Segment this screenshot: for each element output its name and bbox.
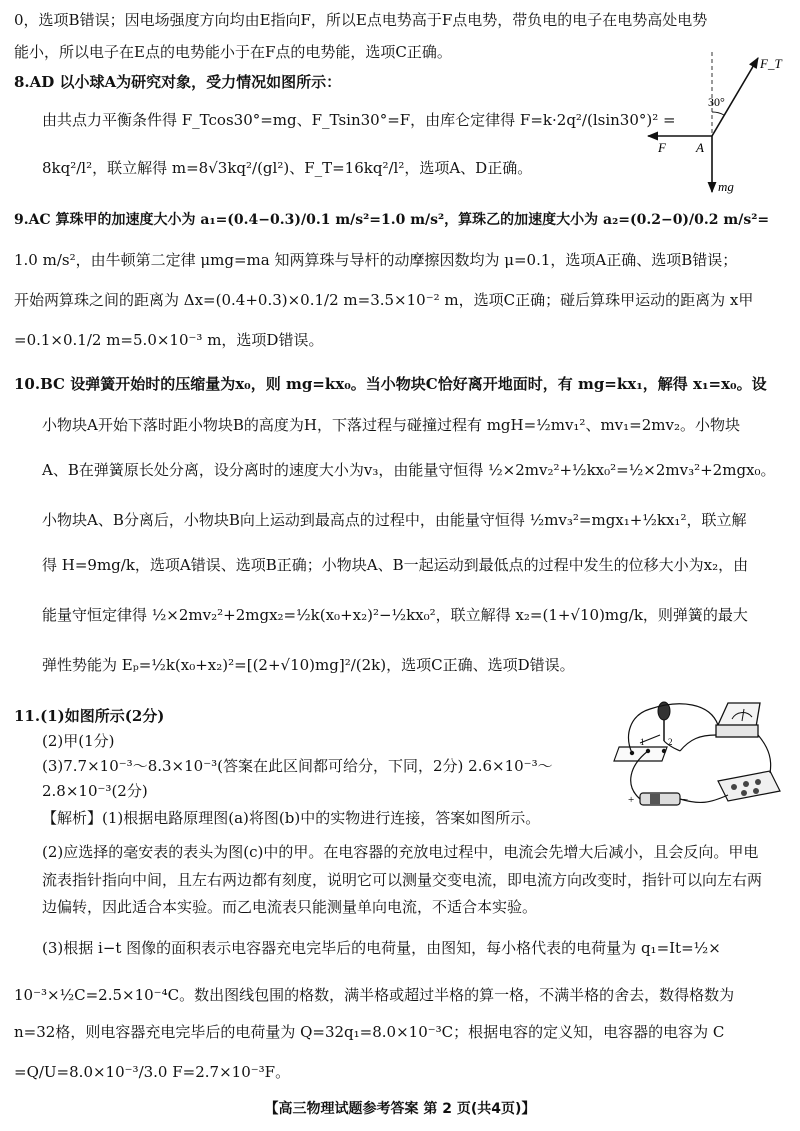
text-line: 边偏转，因此适合本实验。而乙电流表只能测量单向电流，不适合本实验。	[42, 898, 538, 916]
force-diagram	[640, 48, 785, 198]
answer-11-heading: 11.(1)如图所示(2分)	[14, 707, 165, 725]
milliammeter-icon	[716, 703, 760, 737]
text-line: 得 H=9mg/k，选项A错误、选项B正确；小物块A、B一起运动到最低点的过程中发生的位移大小为x₂，由	[42, 556, 749, 574]
text-line: 由共点力平衡条件得 F_Tcos30°=mg、F_Tsin30°=F，由库仑定律得 F=k·2q²/(lsin30°)² =	[42, 111, 676, 129]
gravity-label: mg	[718, 179, 734, 194]
text-line: 0，选项B错误；因电场强度方向均由E指向F，所以E点电势高于F点电势，带负电的电子在电势高处电势	[14, 11, 708, 29]
text-line: 2.8×10⁻³(2分)	[42, 782, 148, 800]
text-line: 能量守恒定律得 ½×2mv₂²+2mgx₂=½k(x₀+x₂)²−½kx₀²，联立解得 x₂=(1+√10)mg/k，则弹簧的最大	[42, 606, 748, 624]
text-line: (2)甲(1分)	[42, 732, 115, 750]
analysis-heading: 【解析】(1)根据电路原理图(a)将图(b)中的实物进行连接，答案如图所示。	[42, 809, 541, 827]
text-line: (3)根据 i−t 图像的面积表示电容器充电完毕后的电荷量，由图知，每小格代表的电荷量为 q₁=It=½×	[42, 939, 721, 957]
tension-label: F_T	[760, 56, 782, 71]
page-footer: 【高三物理试题参考答案 第 2 页(共4页)】	[264, 1101, 536, 1117]
svg-text:+: +	[628, 794, 635, 806]
svg-text:2: 2	[668, 737, 673, 747]
text-line: 流表指针指向中间，且左右两边都有刻度，说明它可以测量交变电流，即电流方向改变时，指针可以向左右两	[42, 871, 763, 889]
text-line: 开始两算珠之间的距离为 Δx=(0.4+0.3)×0.1/2 m=3.5×10⁻² m，选项C正确；碰后算珠甲运动的距离为 x甲	[14, 291, 754, 309]
text-line: 弹性势能为 Eₚ=½k(x₀+x₂)²=[(2+√10)mg]²/(2k)，选项C正确、选项D错误。	[42, 656, 575, 674]
point-a-label: A	[696, 140, 704, 155]
text-line: 1.0 m/s²，由牛顿第二定律 μmg=ma 知两算珠与导杆的动摩擦因数均为 μ=0.1，选项A正确、选项B错误；	[14, 251, 738, 269]
text-line: A、B在弹簧原长处分离，设分离时的速度大小为v₃，由能量守恒得 ½×2mv₂²+½kx₀²=½×2mv₃²+2mgx₀。	[42, 461, 776, 479]
text-line: =0.1×0.1/2 m=5.0×10⁻³ m，选项D错误。	[14, 331, 324, 349]
svg-text:−: −	[682, 794, 689, 806]
coulomb-force-label: F	[658, 140, 666, 155]
text-line: 10⁻³×½C=2.5×10⁻⁴C。数出图线包围的格数，满半格或超过半格的算一格，不满半格的舍去，数得格数为	[14, 986, 735, 1004]
battery-icon	[628, 793, 688, 806]
text-line: 小物块A、B分离后，小物块B向上运动到最高点的过程中，由能量守恒得 ½mv₃²=mgx₁+½kx₁²，联立解	[42, 511, 747, 529]
text-line: n=32格，则电容器充电完毕后的电荷量为 Q=32q₁=8.0×10⁻³C；根据电容的定义知，电容器的电容为 C	[14, 1023, 725, 1041]
answer-8-heading: 8.AD 以小球A为研究对象，受力情况如图所示：	[14, 73, 342, 91]
text-line: 小物块A开始下落时距小物块B的高度为H，下落过程与碰撞过程有 mgH=½mv₁²、mv₁=2mv₂。小物块	[42, 416, 740, 434]
svg-text:1: 1	[640, 737, 645, 747]
text-line: 8kq²/l²，联立解得 m=8√3kq²/(gl²)、F_T=16kq²/l²，选项A、D正确。	[42, 159, 533, 177]
angle-label: 30°	[708, 95, 725, 109]
angle-arc	[712, 112, 724, 115]
text-line: 能小，所以电子在E点的电势能小于在F点的电势能，选项C正确。	[14, 43, 452, 61]
resistance-box-icon	[718, 771, 780, 801]
text-line: (3)7.7×10⁻³～8.3×10⁻³(答案在此区间都可给分，下同，2分) 2.6×10⁻³～	[42, 757, 553, 775]
answer-9-heading: 9.AC 算珠甲的加速度大小为 a₁=(0.4−0.3)/0.1 m/s²=1.0 m/s²，算珠乙的加速度大小为 a₂=(0.2−0)/0.2 m/s²=	[14, 212, 770, 228]
answer-10-heading: 10.BC 设弹簧开始时的压缩量为x₀，则 mg=kx₀。当小物块C恰好离开地面时，有 mg=kx₁，解得 x₁=x₀。设	[14, 375, 767, 393]
text-line: (2)应选择的毫安表的表头为图(c)中的甲。在电容器的充放电过程中，电流会先增大后减小，且会反向。甲电	[42, 843, 759, 861]
circuit-wiring-figure	[610, 695, 790, 815]
text-line: =Q/U=8.0×10⁻³/3.0 F=2.7×10⁻³F。	[14, 1063, 291, 1081]
